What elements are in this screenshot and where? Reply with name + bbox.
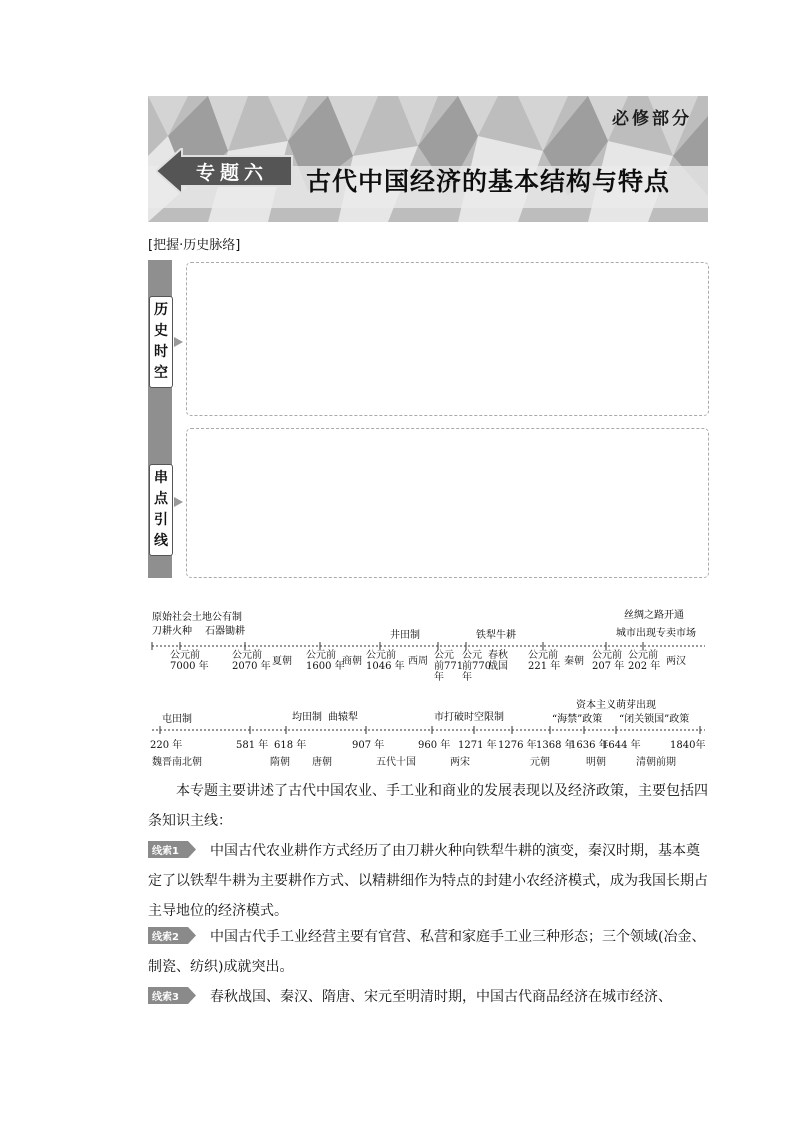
timeline-date-label: 公元前 [366, 650, 396, 661]
clue-badge-text: 线索2 [152, 931, 179, 943]
timeline-period-label: 隋朝 [270, 757, 290, 768]
clue-paragraph [148, 922, 708, 982]
tab-connect-threads-label: 串 点 引 线 [154, 470, 168, 549]
timeline-date-label: 公元前 [592, 650, 622, 661]
clue-text: 中国古代农业耕作方式经历了由刀耕火种向铁犁牛耕的演变，秦汉时期，基本奠定了以铁犁牛耕为主要耕作方式、以精耕细作为特点的封建小农经济模式，成为我国长期占主导地位的经济模式。 [148, 843, 708, 919]
clue-badge [148, 927, 196, 944]
topic-banner [148, 96, 708, 222]
timeline-date-label: 公元前 [628, 650, 658, 661]
timeline-period-label: 两宋 [450, 757, 470, 768]
timeline-date-label: 夏朝 [272, 656, 292, 667]
right-arrow-icon [174, 337, 183, 347]
timeline-year-label: 907 年 [352, 740, 385, 751]
timeline-label: 铁犁牛耕 [476, 630, 516, 641]
timeline-date-label: 两汉 [666, 656, 686, 667]
timeline-year-label: 1368 年 [536, 740, 575, 751]
timeline-date-label: 1600 年 [306, 661, 345, 672]
tab-connect-threads[interactable] [149, 464, 173, 556]
timeline-label: 丝绸之路开通 [624, 610, 684, 621]
timeline-label: 曲辕犁 [328, 712, 358, 723]
timeline-date-label: 221 年 [528, 661, 561, 672]
timeline-date-label: 公元前 [170, 650, 200, 661]
timeline-date-label: 7000 年 [170, 661, 209, 672]
intro-paragraph: 本专题主要讲述了古代中国农业、手工业和商业的发展表现以及经济政策，主要包括四条知识主线： [148, 783, 708, 829]
required-part-label: 必修部分 [612, 109, 692, 129]
timeline-label: 均田制 [292, 712, 322, 723]
timeline-date-label: 春秋 [488, 650, 508, 661]
timeline-label: “海禁”政策 [552, 714, 603, 725]
timeline-date-label: 202 年 [628, 661, 661, 672]
timeline-year-label: 1271 年 [458, 740, 497, 751]
tab-history-time-space[interactable] [149, 296, 173, 388]
timeline-year-label: 960 年 [418, 740, 451, 751]
timeline-label: 石器锄耕 [205, 626, 245, 637]
clue-text: 中国古代手工业经营主要有官营、私营和家庭手工业三种形态；三个领域(冶金、制瓷、纺织)成就突出。 [148, 929, 706, 975]
clue-badge [148, 987, 196, 1004]
timeline-date-label: 商朝 [342, 656, 362, 667]
timeline-date-label: 年 [434, 672, 444, 683]
tab-history-time-space-label: 历 史 时 空 [154, 302, 168, 381]
timeline-date-label: 公元前 [306, 650, 336, 661]
timeline-date-label: 前771 [434, 661, 464, 672]
timeline-date-label: 公元前 [528, 650, 558, 661]
clue-badge-text: 线索1 [152, 845, 179, 857]
history-content-box [186, 262, 709, 416]
right-arrow-icon [174, 497, 183, 507]
clue-paragraph [148, 836, 708, 926]
clue-text: 春秋战国、秦汉、隋唐、宋元至明清时期，中国古代商品经济在城市经济、 [210, 989, 672, 1005]
timeline-date-label: 2070 年 [232, 661, 271, 672]
timeline-year-label: 1636 年 [570, 740, 609, 751]
timeline-period-label: 明朝 [586, 757, 606, 768]
timeline-date-label: 西周 [408, 656, 428, 667]
timeline-date-label: 公元 [462, 650, 482, 661]
timeline-label: 刀耕火种 [152, 626, 192, 637]
timeline-period-label: 唐朝 [312, 757, 332, 768]
timeline-label: 市打破时空限制 [434, 712, 504, 723]
timeline-date-label: 1046 年 [366, 661, 405, 672]
timeline-year-label: 220 年 [150, 740, 183, 751]
topic-number: 专题六 [196, 162, 269, 184]
timeline-year-label: 1644 年 [602, 740, 641, 751]
timeline-date-label: 公元前 [232, 650, 262, 661]
topic-arrow-tag [156, 148, 296, 194]
page-title: 古代中国经济的基本结构与特点 [306, 167, 671, 196]
timeline-period-label: 元朝 [530, 757, 550, 768]
timeline-date-label: 战国 [488, 661, 508, 672]
timeline-label: 资本主义萌芽出现 [576, 700, 656, 711]
timeline-period-label: 五代十国 [376, 757, 416, 768]
clue-badge-text: 线索3 [152, 991, 179, 1003]
clue-paragraph [148, 982, 708, 1012]
timeline-label: 井田制 [390, 630, 420, 641]
threads-content-box [186, 428, 709, 578]
timeline-period-label: 魏晋南北朝 [152, 757, 202, 768]
timeline-date-label: 年 [462, 672, 472, 683]
clue-badge [148, 841, 196, 858]
timeline-label: “闭关锁国”政策 [619, 714, 690, 725]
timeline-label: 城市出现专卖市场 [616, 628, 696, 639]
timeline-label: 屯田制 [162, 714, 192, 725]
timeline-year-label: 1840年 [670, 740, 706, 751]
economic-history-timeline [140, 606, 720, 768]
timeline-date-label: 秦朝 [564, 656, 584, 667]
timeline-period-label: 清朝前期 [636, 757, 676, 768]
timeline-date-label: 前770 [462, 661, 492, 672]
timeline-year-label: 1276 年 [498, 740, 537, 751]
timeline-label: 原始社会土地公有制 [152, 612, 242, 623]
timeline-year-label: 581 年 [236, 740, 269, 751]
section-label: [把握·历史脉络] [148, 238, 241, 253]
timeline-date-label: 公元 [434, 650, 454, 661]
timeline-date-label: 207 年 [592, 661, 625, 672]
timeline-year-label: 618 年 [274, 740, 307, 751]
